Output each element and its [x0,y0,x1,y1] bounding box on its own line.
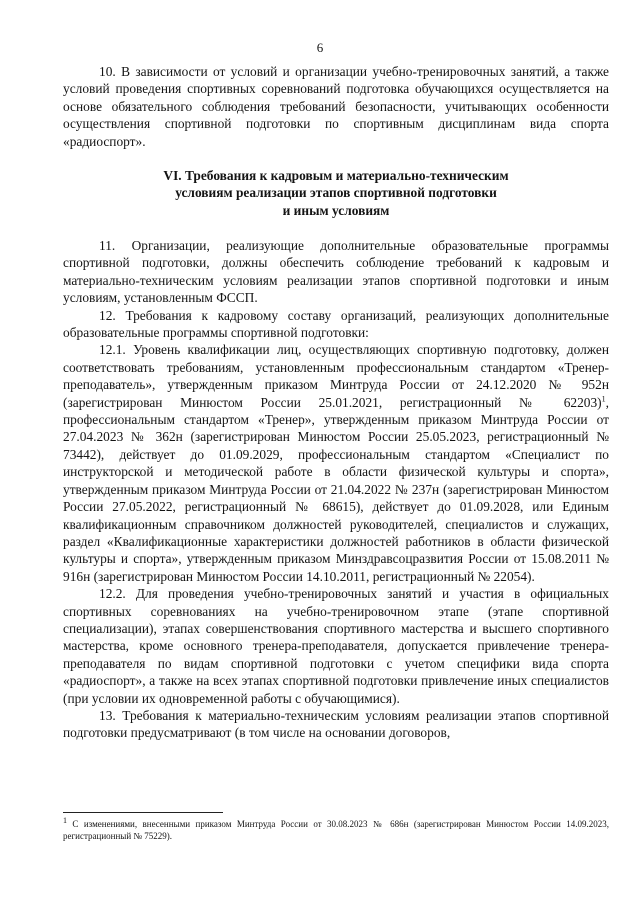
body-paragraphs [63,237,609,742]
paragraph-12-1 [63,341,609,585]
footnote-separator [63,812,223,813]
paragraph-13: 13. Требования к материально-техническим условиям реализации этапов спортивной подготовки предусматривают (в том числе на основании договоров, [63,707,609,741]
section-heading [63,167,609,219]
paragraph-12: 12. Требования к кадровому составу организаций, реализующих дополнительные образовательные программы спортивной подготовки: [63,307,609,341]
paragraph-10-text: 10. В зависимости от условий и организации учебно-тренировочных занятий, а также условий проведения спортивных соревнований подготовка обучающихся осуществляется на основе обязательного соблюдения требований безопасности, учитывающих особенности осуществления спортивной подготовки по спортивным дисциплинам вида спорта «радиоспорт». [63,64,609,149]
footnote-marker: 1 [601,394,606,404]
footnote [63,818,609,842]
heading-line-3: и иным условиям [282,202,390,218]
paragraph-12-1-part-a: 12.1. Уровень квалификации лиц, осуществляющих спортивную подготовку, должен соответствовать требованиям, установленным профессиональным стандартом «Тренер-преподаватель», утвержденным приказом Минтруда России от 24.12.2020 № 952н (зарегистрирован Минюстом России 25.01.2021, регистрационный № 62203) [63,342,609,410]
footnote-text: С изменениями, внесенными приказом Минтруда России от 30.08.2023 № 686н (зарегистрирован Минюстом России 14.09.2023, регистрационный № 75229). [63,819,610,841]
paragraph-12-1-part-b: , профессиональным стандартом «Тренер», утвержденным приказом Минтруда России от 27.04.2023 № 362н (зарегистрирован Минюстом России 25.05.2023, регистрационный № 73442), действует до 01.09.2029, профессиональным стандартом «Специалист по инструкторской и методической работе в области физической культуры и спорта», утвержденным приказом Минтруда России от 21.04.2022 № 237н (зарегистрирован Минюстом России 27.05.2022, регистрационный № 68615), действует до 01.09.2028, или Единым квалификационным справочником должностей руководителей, специалистов и служащих, раздел «Квалификационные характеристики должностей работников в области физической культуры и спорта», утвержденным приказом Минздравсоцразвития России от 15.08.2011 № 916н (зарегистрирован Минюстом России 14.10.2011, регистрационный № 22054). [63,394,609,584]
heading-line-2: условиям реализации этапов спортивной подготовки [175,185,497,201]
footnote-number: 1 [63,816,67,825]
paragraph-10 [63,63,609,150]
heading-line-1: VI. Требования к кадровым и материально-техническим [163,168,509,183]
page-number: 6 [316,40,324,55]
paragraph-12-2: 12.2. Для проведения учебно-тренировочных занятий и участия в официальных спортивных соревнованиях на учебно-тренировочном этапе (этапе спортивной специализации), этапах совершенствования спортивного мастерства и высшего спортивного мастерства, кроме основного тренера-преподавателя, допускается привлечение тренера-преподавателя по видам спортивной подготовки с учетом специфики вида спорта «радиоспорт», а также на всех этапах спортивной подготовки привлечение иных специалистов (при условии их одновременной работы с обучающимися). [63,586,609,706]
paragraph-11: 11. Организации, реализующие дополнительные образовательные программы спортивной подготовки, должны обеспечить соблюдение требований к кадровым и материально-техническим условиям реализации этапов спортивной подготовки и иным условиям, установленным ФССП. [63,238,609,306]
